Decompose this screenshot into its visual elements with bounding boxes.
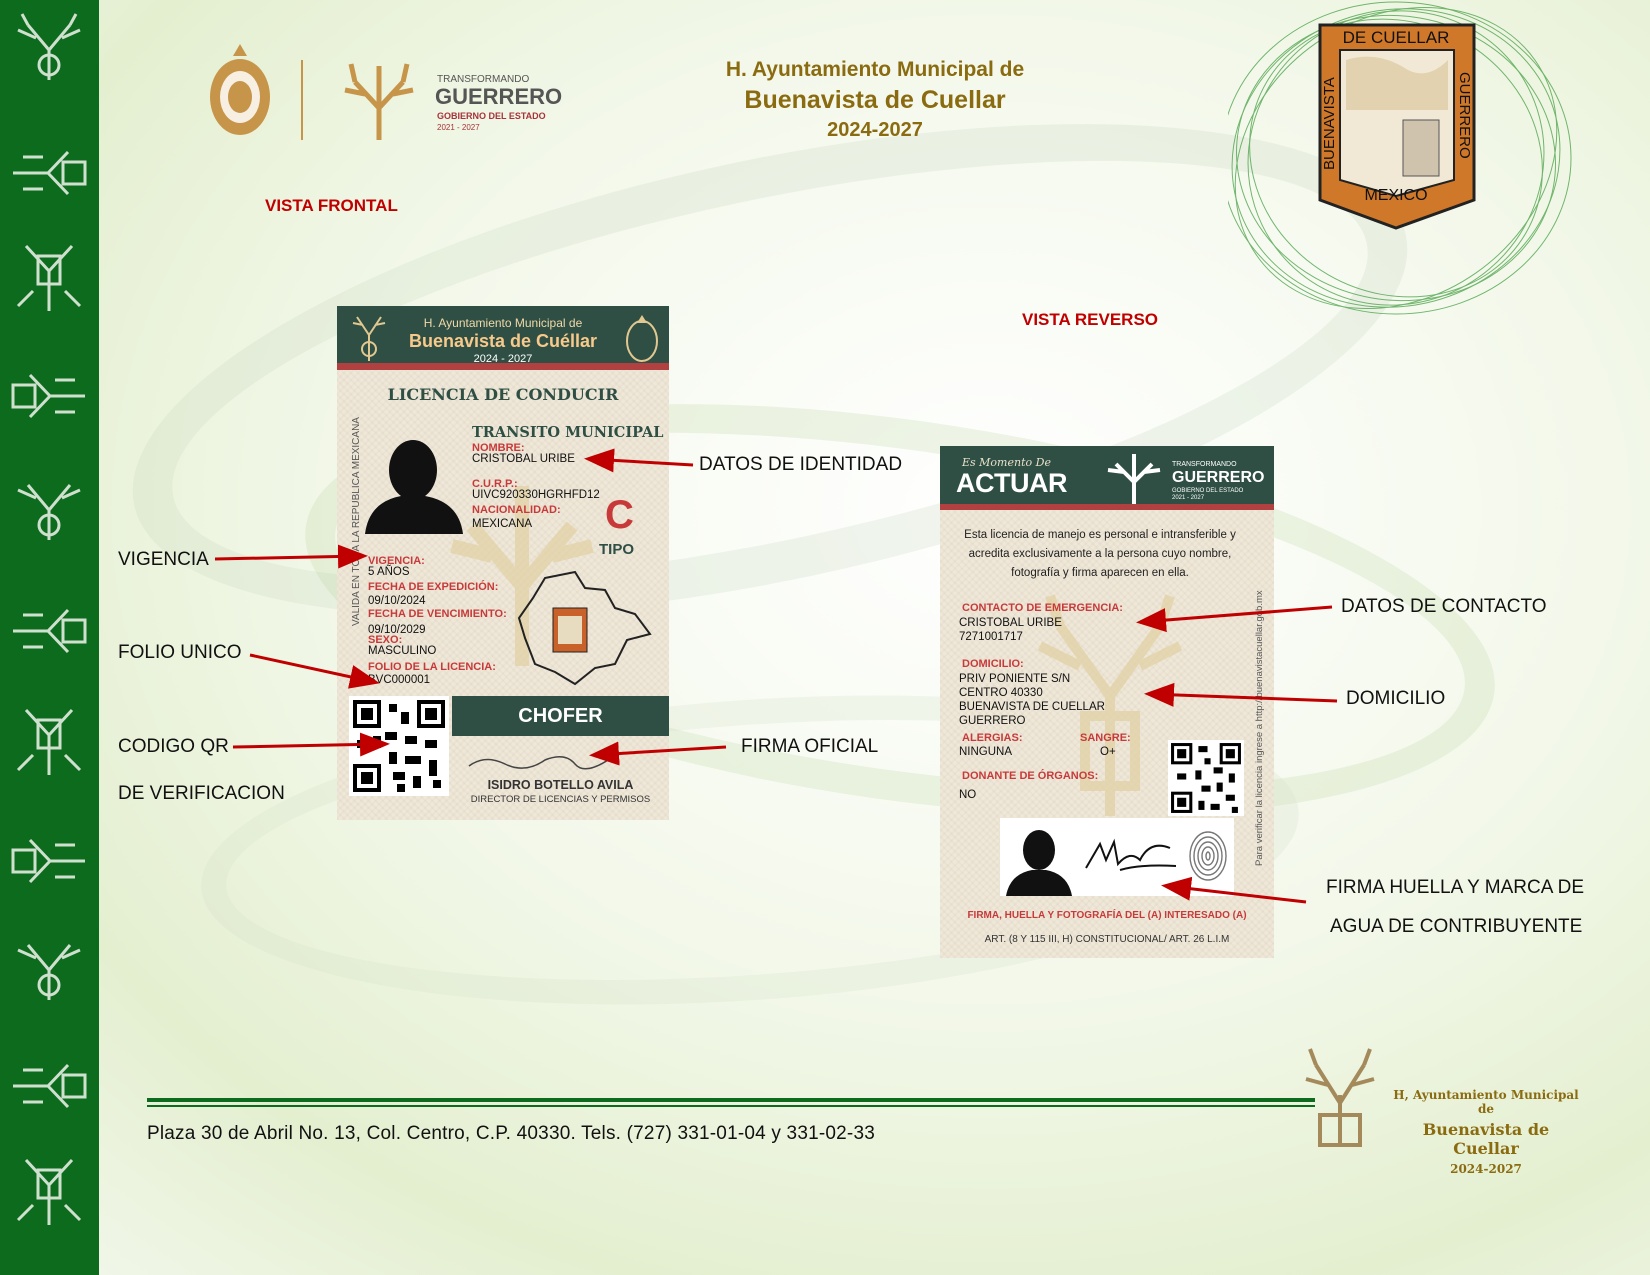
footer-municipal-name bbox=[1388, 1088, 1584, 1176]
sexo-label: SEXO: bbox=[368, 634, 403, 646]
annotation-firma-huella-2: AGUA DE CONTRIBUYENTE bbox=[1330, 916, 1583, 937]
deer-ornament-icon bbox=[8, 470, 90, 552]
fingerprint-icon bbox=[1186, 828, 1230, 884]
logo-transformando: TRANSFORMANDO bbox=[437, 74, 530, 85]
back-gobierno: GOBIERNO DEL ESTADO bbox=[1172, 488, 1244, 494]
vencimiento-label: FECHA DE VENCIMIENTO: bbox=[368, 608, 507, 620]
state-coat-of-arms-icon bbox=[205, 42, 275, 142]
expedicion-value: 09/10/2024 bbox=[368, 595, 426, 607]
person-silhouette-icon bbox=[361, 436, 467, 534]
vista-frontal-label: VISTA FRONTAL bbox=[265, 196, 398, 215]
footer-address: Plaza 30 de Abril No. 13, Col. Centro, C.P. 40330. Tels. (727) 331-01-04 y 331-02-33 bbox=[147, 1123, 875, 1144]
sexo-value: MASCULINO bbox=[368, 645, 437, 657]
nombre-label: NOMBRE: bbox=[472, 442, 525, 454]
deer-ornament-icon bbox=[8, 930, 90, 1012]
qr-code-icon bbox=[349, 696, 449, 796]
annotation-datos-identidad: DATOS DE IDENTIDAD bbox=[699, 454, 903, 475]
license-type-letter: C bbox=[605, 493, 634, 537]
deer-ornament-icon bbox=[8, 1150, 90, 1232]
state-map-icon bbox=[515, 568, 655, 688]
footer-line1: H, Ayuntamiento Municipal de bbox=[1393, 1088, 1579, 1116]
holder-signature-icon bbox=[1080, 830, 1180, 880]
qr-code-icon bbox=[1168, 740, 1244, 816]
license-back-card bbox=[940, 446, 1274, 958]
nombre-value: CRISTOBAL URIBE bbox=[472, 453, 575, 465]
page-header bbox=[690, 58, 1060, 142]
nacionalidad-label: NACIONALIDAD: bbox=[472, 504, 561, 516]
contacto-label: CONTACTO DE EMERGENCIA: bbox=[962, 602, 1123, 614]
vencimiento-value: 09/10/2029 bbox=[368, 624, 426, 636]
official-signature-icon bbox=[465, 746, 615, 774]
seal-left-text: BUENAVISTA bbox=[1321, 77, 1338, 170]
left-decorative-strip bbox=[0, 0, 99, 1275]
circuit-ornament-icon bbox=[8, 355, 90, 437]
license-title: LICENCIA DE CONDUCIR bbox=[387, 385, 619, 404]
vista-reverso-label: VISTA REVERSO bbox=[1022, 310, 1159, 329]
signature-caption: FIRMA, HUELLA Y FOTOGRAFÍA DEL (A) INTERESADO (A) bbox=[967, 910, 1247, 921]
person-silhouette-icon bbox=[1004, 826, 1074, 896]
front-card-header bbox=[337, 306, 669, 370]
header-line1: H. Ayuntamiento Municipal de bbox=[725, 58, 1025, 81]
seal-top-text: DE CUELLAR bbox=[1342, 28, 1450, 47]
contacto-telefono: 7271001717 bbox=[959, 631, 1023, 643]
donante-value: NO bbox=[959, 789, 977, 801]
signer-title: DIRECTOR DE LICENCIAS Y PERMISOS bbox=[470, 794, 651, 805]
slogan-small: Es Momento De bbox=[962, 456, 1051, 469]
footer-line3: 2024-2027 bbox=[1450, 1162, 1522, 1176]
front-header-line1: H. Ayuntamiento Municipal de bbox=[423, 316, 583, 330]
footer-line2: Buenavista de Cuellar bbox=[1422, 1120, 1550, 1158]
vigencia-label: VIGENCIA: bbox=[368, 555, 425, 567]
donante-label: DONANTE DE ÓRGANOS: bbox=[962, 770, 1099, 782]
vigencia-value: 5 AÑOS bbox=[368, 566, 410, 578]
domicilio-label: DOMICILIO: bbox=[962, 658, 1024, 670]
deer-logo-icon bbox=[349, 311, 389, 365]
logo-guerrero: GUERRERO bbox=[435, 84, 563, 109]
curp-label: C.U.R.P.: bbox=[472, 478, 518, 490]
deer-ornament-icon bbox=[8, 236, 90, 318]
annotation-folio-unico: FOLIO UNICO bbox=[118, 642, 242, 663]
license-category: CHOFER bbox=[452, 696, 669, 736]
annotation-domicilio: DOMICILIO bbox=[1346, 688, 1446, 709]
front-header-line3: 2024 - 2027 bbox=[473, 353, 533, 365]
vertical-validity-text: VALIDA EN TODA LA REPUBLICA MEXICANA bbox=[351, 417, 362, 626]
seal-right-text: GUERRERO bbox=[1456, 72, 1473, 159]
footer-divider-thin bbox=[147, 1105, 1315, 1107]
signer-name: ISIDRO BOTELLO AVILA bbox=[487, 778, 634, 792]
deer-ornament-icon bbox=[8, 700, 90, 782]
sangre-value: O+ bbox=[1100, 746, 1116, 758]
license-subtitle: TRANSITO MUNICIPAL bbox=[472, 424, 664, 441]
alergias-label: ALERGIAS: bbox=[962, 732, 1023, 744]
circuit-ornament-icon bbox=[8, 1045, 90, 1127]
annotation-codigo-qr: CODIGO QR bbox=[118, 736, 229, 757]
guerrero-tree-logo-icon bbox=[1102, 450, 1166, 506]
folio-value: BVC000001 bbox=[368, 674, 431, 686]
guerrero-tree-logo-icon bbox=[335, 60, 423, 142]
annotation-vigencia: VIGENCIA bbox=[118, 549, 209, 570]
back-qr-code[interactable] bbox=[1168, 740, 1244, 816]
footer-divider bbox=[147, 1098, 1315, 1102]
domicilio-line1: PRIV PONIENTE S/N bbox=[959, 673, 1071, 685]
seal-bottom-text: MEXICO bbox=[1364, 187, 1428, 204]
signature-area bbox=[1000, 818, 1234, 896]
back-guerrero: GUERRERO bbox=[1172, 469, 1265, 486]
header-line2: Buenavista de Cuellar bbox=[744, 86, 1006, 114]
domicilio-line3: BUENAVISTA DE CUELLAR bbox=[959, 701, 1105, 713]
annotation-firma-huella-1: FIRMA HUELLA Y MARCA DE bbox=[1326, 877, 1584, 898]
annotation-de-verificacion: DE VERIFICACION bbox=[118, 783, 285, 804]
qr-code[interactable] bbox=[349, 696, 449, 796]
circuit-ornament-icon bbox=[8, 132, 90, 214]
front-header-line2: Buenavista de Cuéllar bbox=[408, 331, 598, 351]
license-type-label: TIPO bbox=[599, 541, 635, 558]
government-logos bbox=[205, 42, 565, 147]
sangre-label: SANGRE: bbox=[1080, 732, 1131, 744]
legal-article: ART. (8 Y 115 III, H) CONSTITUCIONAL/ ART. 26 L.I.M bbox=[984, 934, 1230, 945]
contacto-nombre: CRISTOBAL URIBE bbox=[959, 617, 1062, 629]
domicilio-line2: CENTRO 40330 bbox=[959, 687, 1043, 699]
verify-url-vertical: Para verificar la licencia ingrese a http://buenavistacuellar.gob.mx bbox=[1254, 590, 1265, 866]
domicilio-line4: GUERRERO bbox=[959, 715, 1026, 727]
back-transformando: TRANSFORMANDO bbox=[1172, 461, 1237, 468]
folio-label: FOLIO DE LA LICENCIA: bbox=[368, 661, 496, 673]
slogan-actuar: ACTUAR bbox=[956, 468, 1067, 498]
municipal-seal-icon bbox=[1228, 0, 1588, 325]
expedicion-label: FECHA DE EXPEDICIÓN: bbox=[368, 581, 499, 593]
license-front-card bbox=[337, 306, 669, 820]
nacionalidad-value: MEXICANA bbox=[472, 518, 533, 530]
annotation-datos-contacto: DATOS DE CONTACTO bbox=[1341, 596, 1547, 617]
license-disclaimer: Esta licencia de manejo es personal e intransferible y acredita exclusivamente a la persona cuyo nombre, fotografía y firma aparecen en ella. bbox=[964, 529, 1236, 579]
header-line3: 2024-2027 bbox=[827, 119, 923, 141]
back-years: 2021 - 2027 bbox=[1172, 495, 1205, 501]
back-card-header bbox=[940, 446, 1274, 510]
municipal-deer-logo-icon bbox=[1298, 1045, 1382, 1150]
deer-ornament-icon bbox=[8, 10, 90, 92]
curp-value: UIVC920330HGRHFD12 bbox=[472, 489, 600, 501]
circuit-ornament-icon bbox=[8, 820, 90, 902]
logo-gobierno: GOBIERNO DEL ESTADO bbox=[437, 111, 546, 121]
logo-years: 2021 - 2027 bbox=[437, 123, 480, 132]
circuit-ornament-icon bbox=[8, 590, 90, 672]
annotation-firma-oficial: FIRMA OFICIAL bbox=[741, 736, 879, 757]
coat-of-arms-icon bbox=[623, 311, 661, 365]
alergias-value: NINGUNA bbox=[959, 746, 1013, 758]
